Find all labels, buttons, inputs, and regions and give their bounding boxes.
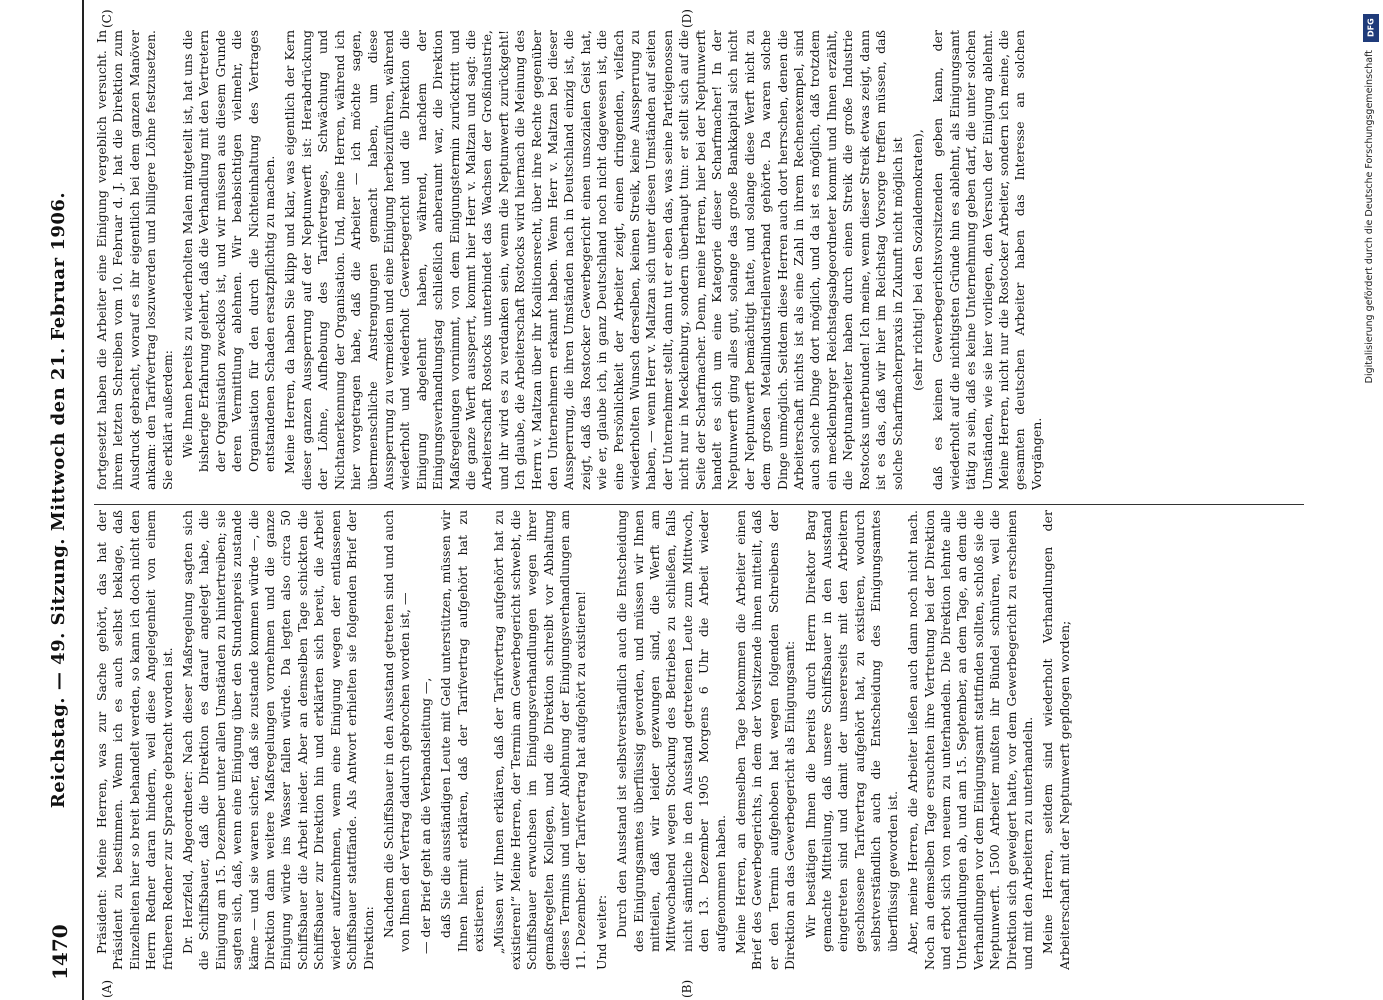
rotated-page: [30, 0, 1330, 1000]
left-column: [94, 510, 1304, 970]
paragraph: Und weiter:: [593, 894, 609, 970]
paragraph: Dr. Herzfeld, Abgeordneter: Nach dieser Maßregelung sagten sich die Schiffsbauer, daß die Direktion es darauf angelegt habe, die Einigung am 15. Dezember unter allen Umständen zu hintertreiben; sie sagten sich, daß, wenn eine Einigung über den Stundenpreis zustande käme — und sie waren sicher, daß sie zustande kommen würde —, die Direktion dann weitere Maßregelungen vornehmen und die ganze Einigung würde ins Wasser fallen würde. Da legten also circa 50 Schiffsbauer die Arbeit nieder. Aber an demselben Tage schickten die Schiffsbauer zur Direktion hin und erklärten sich bereit, die Arbeit wieder aufzunehmen, wenn eine Einigung wegen der entlassenen Schiffsbauer stattfände. Als Antwort erhielten sie folgenden Brief der Direktion:: [180, 510, 376, 970]
quoted-paragraph: daß Sie die ausständigen Leute mit Geld unterstützen, müssen wir Ihnen hiermit erklären, daß der Tarifvertrag aufgehört hat zu existieren.: [438, 510, 486, 952]
margin-mark-b: (B): [680, 979, 694, 998]
paragraph: — der Brief geht an die Verbandsleitung —,: [417, 677, 433, 954]
paragraph: Präsident: Meine Herren, was zur Sache gehört, das hat der Präsident zu bestimmen. Wenn ich es auch selbst beklage, daß Einzelheiten hier so breit behandelt werden, so kann ich doch nicht den Herrn Redner daran hindern, weil diese Angelegenheit von einem früheren Redner zur Sprache gebracht worden ist.: [94, 510, 175, 970]
margin-mark-a: (A): [100, 979, 114, 998]
paragraph: daß es keinen Gewerbegerichtsvorsitzenden geben kann, der wiederholt auf die nichtigsten Gründe hin es ablehnt, als Einigungsamt tätig zu sein, daß es keine Unternehmung geben darf, die unter solchen Umständen, wie sie hier vorliegen, den Versuch der Einigung ablehnt. Meine Herren, nicht nur die Rostocker Arbeiter, sondern ich meine, die gesamten deutschen Arbeiter haben das Interesse an solchen Vorgängen.: [930, 30, 1044, 490]
page-title: Reichstag. — 49. Sitzung. Mittwoch den 21. Februar 1906.: [48, 191, 69, 809]
paragraph: fortgesetzt haben die Arbeiter eine Einigung vergeblich versucht. In ihrem letzten Schreiben vom 10. Februar d. J. hat die Direktion zum Ausdruck gebracht, worauf es ihr eigentlich bei dem ganzen Manöver ankam: den Tarifvertrag loszuwerden und billigere Löhne festzusetzen. Sie erklärt außerdem:: [94, 30, 175, 490]
quoted-paragraph: Nachdem die Schiffsbauer in den Ausstand getreten sind und auch von Ihnen der Vertrag dadurch gebrochen worden ist, —: [380, 510, 413, 952]
page-number: 1470: [48, 924, 72, 980]
quoted-paragraph: Wir bestätigen Ihnen die bereits durch Herrn Direktor Barg gemachte Mitteilung, daß unsere Schiffsbauer in den Ausstand eingetreten sind und damit der unsererseits mit den Arbeitern geschlossene Tarifvertrag aufgehört hat, zu existieren, wodurch selbstverständlich auch die Entscheidung des Einigungsamtes überflüssig geworden ist.: [802, 510, 900, 952]
right-column: [94, 30, 1304, 490]
paragraph: Meine Herren, da haben Sie klipp und klar, was eigentlich der Kern dieser ganzen Aussperrung auf der Neptunwerft ist: Herabdrückung der Löhne, Aufhebung des Tarifvertrages, Schwächung und Nichtanerkennung der Organisation. Und, meine Herren, während ich hier vorgetragen habe, daß die Arbeiter — ich möchte sagen, übermenschliche Anstrengungen gemacht haben, um diese Aussperrung zu vermeiden und eine Einigung herbeizuführen, während wiederholt und wiederholt Gewerbegericht und die Direktion die Einigung abgelehnt haben, während, nachdem der Einigungsverhandlungstag schließlich anberaumt war, die Direktion Maßregelungen vornimmt, von dem Einigungstermin zurücktritt und die ganze Werft aussperrt, kommt hier Herr v. Maltzan und sagt: die Arbeiterschaft Rostocks unterbindet das Wachsen der Großindustrie, und ihr wird es zu verdanken sein, wenn die Neptunwerft zurückgeht! Ich glaube, die Arbeiterschaft Rostocks wird hiernach die Meinung des Herrn v. Maltzan über ihr Koalitionsrecht, über ihre Rechte gegenüber den Unternehmern erkannt haben. Wenn Herr v. Maltzan bei dieser Aussperrung, die ihren Umständen nach in Deutschland einzig ist, die zeigt, daß das Rostocker Gewerbegericht einen unsozialen Geist hat, wie er, glaube ich, in ganz Deutschland noch nicht dagewesen ist, die eine Persönlichkeit der Arbeiter zeigt, einen dringenden, vielfach wiederholten Wunsch derselben, keinen Streik, keine Aussperrung zu haben, — wenn Herr v. Maltzan sich unter diesen Umständen auf seiten der Unternehmer stellt, dann tut er eben das, was seine Parteigenossen nicht nur in Mecklenburg, sondern überhaupt tun: er stellt sich auf die Seite der Scharfmacher. Denn, meine Herren, hier bei der Neptunwerft handelt es sich um eine Kategorie dieser Scharfmacher! In der Neptunwerft ging alles gut, solange das große Bankkapital sich nicht der Neptunwerft bemächtigt hatte, und solange diese Werft nicht zu dem großen Metallindustriellenverband gehörte. Da waren solche Dinge unmöglich. Seitdem diese Herren auch dort herrschen, denen die Arbeiterschaft nichts ist als eine Zahl in ihrem Rechenexempel, sind auch solche Dinge dort möglich, und da ist es möglich, daß trotzdem ein mecklenburger Reichstagsabgeordneter kommt und Ihnen erzählt, die Neptunarbeiter haben durch einen Streik die große Industrie Rostocks unterbunden! Ich meine, wenn dieser Streik etwas zeigt, dann ist es das, daß wir hier im Reichstag Vorsorge treffen müssen, daß solche Scharfmacherpraxis in Zukunft nicht möglich ist: [282, 30, 905, 490]
column-divider: [94, 504, 1304, 505]
digitization-credit: [1362, 10, 1380, 990]
paragraph: Meine Herren, an demselben Tage bekommen die Arbeiter einen Brief des Gewerbegerichts, in dem der Vorsitzende ihnen mitteilt, daß er den Termin aufgehoben hat wegen folgenden Schreibens der Direktion an das Gewerbegericht als Einigungsamt:: [733, 510, 798, 970]
margin-mark-d: (D): [680, 9, 694, 28]
quoted-paragraph: Durch den Ausstand ist selbstverständlich auch die Entscheidung des Einigungsamtes überflüssig geworden, und müssen wir Ihnen mitteilen, daß wir leider gezwungen sind, die Werft am Mittwochabend wegen Stockung des Betriebes zu schließen, falls nicht sämtliche in den Ausstand getretenen Leute zum Mittwoch, den 13. Dezember 1905 Morgens 6 Uhr die Arbeit wieder aufgenommen haben.: [614, 510, 728, 952]
interjection: (sehr richtig! bei den Sozialdemokraten),: [909, 129, 925, 391]
paragraph: Aber, meine Herren, die Arbeiter ließen auch dann noch nicht nach. Noch an demselben Tage ersuchten ihre Vertretung bei der Direktion und erbot sich von neuem zu unterhandeln. Die Direktion lehnte alle Unterhandlungen ab, und am 15. September, an dem Tage, an dem die Verhandlungen vor dem Einigungsamt stattfinden sollten, schloß sie die Neptunwerft. 1500 Arbeiter mußten ihr Bündel schnüren, weil die Direktion sich geweigert hatte, vor dem Gewerbegericht zu erscheinen und mit den Arbeitern zu unterhandeln.: [905, 510, 1035, 970]
margin-mark-c: (C): [100, 9, 114, 28]
paragraph: „Müssen wir Ihnen erklären, daß der Tarifvertrag aufgehört hat zu existieren!“ Meine Herren, der Termin am Gewerbegericht schwebt, die Schiffsbauer erwuchsen im Einigungsverhandlungen wegen ihrer gemaßregelten Kollegen, und die Direktion schreibt vor Abhaltung dieses Termins und unter Ablehnung der Einigungsverhandlungen am 11. Dezember: der Tarifvertrag hat aufgehört zu existieren!: [491, 510, 589, 970]
credit-text: Digitalisierung gefördert durch die Deutsche Forschungsgemeinschaft: [1364, 50, 1375, 384]
quoted-paragraph: Wie Ihnen bereits zu wiederholten Malen mitgeteilt ist, hat uns die bisherige Erfahrung gelehrt, daß die Verhandlung mit den Vertretern der Organisation zwecklos ist, und wir müssen aus diesem Grunde deren Vermittlung ablehnen. Wir beabsichtigen vielmehr, die Organisation für den durch die Nichteinhaltung des Vertrages entstandenen Schaden ersatzpflichtig zu machen.: [180, 30, 278, 472]
page-header: [42, 0, 84, 1000]
paragraph: Meine Herren, seitdem sind wiederholt Verhandlungen der Arbeiterschaft mit der Neptunwerft gepflogen worden;: [1040, 510, 1072, 970]
dfg-logo: DFG: [1363, 14, 1379, 42]
